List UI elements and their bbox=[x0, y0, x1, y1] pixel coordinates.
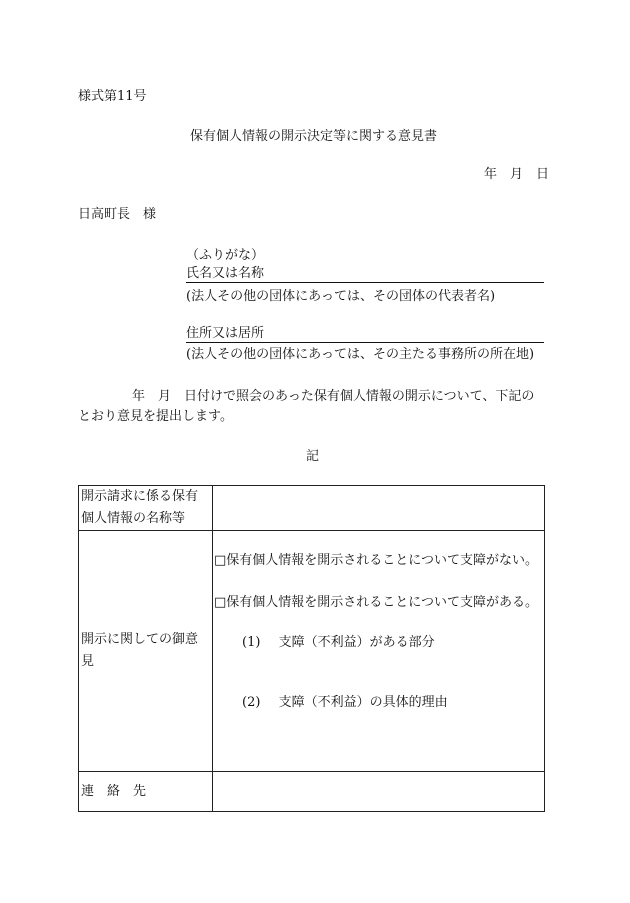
subject-label-cell bbox=[79, 486, 213, 531]
body-text-line2: とおり意見を提出します。 bbox=[78, 409, 233, 424]
name-field[interactable] bbox=[186, 267, 544, 283]
opinion-label-line1: 開示に関しての御意 bbox=[81, 632, 199, 647]
sub-item-2-number: (2) bbox=[242, 695, 261, 710]
address-field[interactable] bbox=[186, 327, 544, 343]
opinion-label-line2: 見 bbox=[81, 654, 95, 669]
document-title: 保有個人情報の開示決定等に関する意見書 bbox=[190, 129, 438, 144]
furigana-label: （ふりがな） bbox=[186, 248, 265, 263]
address-note: (法人その他の団体にあっては、その主たる事務所の所在地) bbox=[186, 347, 535, 362]
contact-input-cell[interactable] bbox=[213, 772, 545, 812]
sub-item-1-text: 支障（不利益）がある部分 bbox=[278, 635, 435, 650]
opinion-label-cell bbox=[79, 531, 213, 772]
table-row bbox=[79, 772, 545, 812]
sub-item-1-number: (1) bbox=[242, 635, 261, 650]
addressee: 日高町長 様 bbox=[78, 207, 157, 222]
checkbox-option-issue[interactable]: □保有個人情報を開示されることについて支障がある。 bbox=[214, 595, 539, 610]
checkbox-option-no-issue[interactable]: □保有個人情報を開示されることについて支障がない。 bbox=[214, 553, 539, 568]
opinion-content-cell[interactable] bbox=[213, 531, 545, 772]
sub-item-1 bbox=[242, 636, 435, 649]
sub-item-2-text: 支障（不利益）の具体的理由 bbox=[278, 695, 448, 710]
address-label: 住所又は居所 bbox=[186, 326, 265, 341]
ki-heading: 記 bbox=[306, 449, 320, 464]
date-line: 年 月 日 bbox=[484, 167, 550, 182]
sub-item-2 bbox=[242, 696, 448, 709]
subject-input-cell[interactable] bbox=[213, 486, 545, 531]
opinion-table bbox=[78, 485, 545, 812]
table-row bbox=[79, 531, 545, 772]
form-number: 様式第11号 bbox=[78, 89, 147, 104]
subject-label-line1: 開示請求に係る保有 bbox=[81, 489, 199, 504]
body-text-line1: 年 月 日付けで照会のあった保有個人情報の開示について、下記の bbox=[132, 389, 535, 404]
subject-label-line2: 個人情報の名称等 bbox=[81, 511, 186, 526]
contact-label-cell bbox=[79, 772, 213, 812]
name-label: 氏名又は名称 bbox=[186, 266, 265, 281]
table-row bbox=[79, 486, 545, 531]
name-note: (法人その他の団体にあっては、その団体の代表者名) bbox=[186, 289, 496, 304]
contact-label: 連 絡 先 bbox=[81, 783, 147, 799]
